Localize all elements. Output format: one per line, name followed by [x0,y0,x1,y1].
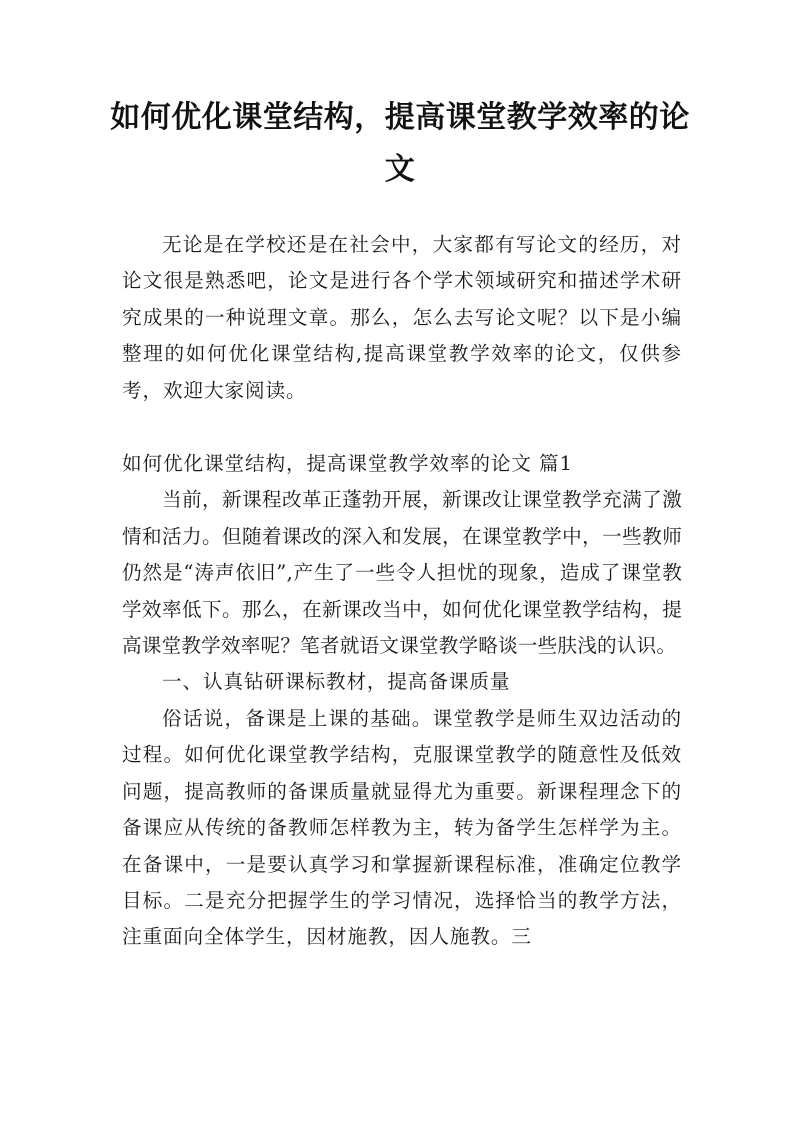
body-paragraph: 俗话说，备课是上课的基础。课堂教学是师生双边活动的过程。如何优化课堂教学结构，克服课堂教学的随意性及低效问题，提高教师的备课质量就显得尤为重要。新课程理念下的备课应从传统的备教师怎样教为主，转为备学生怎样学为主。在备课中，一是要认真学习和掌握新课程标准，准确定位教学目标。二是充分把握学生的学习情况，选择恰当的教学方法，注重面向全体学生，因材施教，因人施教。三 [122,706,682,949]
intro-paragraph: 无论是在学校还是在社会中，大家都有写论文的经历，对论文很是熟悉吧，论文是进行各个学术领域研究和描述学术研究成果的一种说理文章。那么，怎么去写论文呢？以下是小编整理的如何优化课堂结构,提高课堂教学效率的论文，仅供参考，欢迎大家阅读。 [122,233,682,402]
section-heading: 如何优化课堂结构，提高课堂教学效率的论文 篇1 [122,452,573,476]
document-body [122,227,682,956]
subheading: 一、认真钻研课标教材，提高备课质量 [162,670,511,694]
body-paragraph: 当前，新课程改革正蓬勃开展，新课改让课堂教学充满了激情和活力。但随着课改的深入和发展，在课堂教学中，一些教师仍然是“涛声依旧”,产生了一些令人担忧的现象，造成了课堂教学效率低下。那么，在新课改当中，如何优化课堂教学结构，提高课堂教学效率呢？笔者就语文课堂教学略谈一些肤浅的认识。 [122,488,682,658]
document-title: 如何优化课堂结构，提高课堂教学效率的论文 [110,100,690,187]
